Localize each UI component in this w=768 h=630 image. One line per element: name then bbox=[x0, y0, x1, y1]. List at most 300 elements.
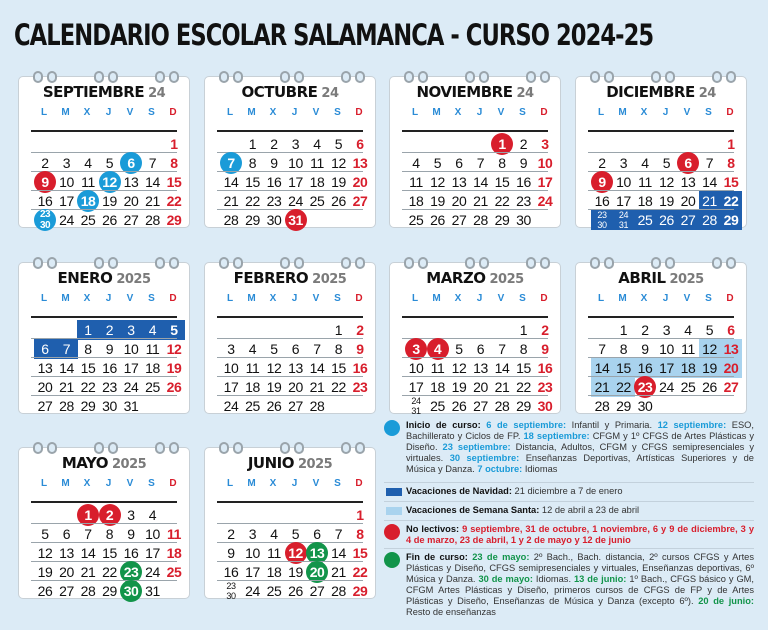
day-cell: 9 bbox=[641, 341, 649, 357]
month-title bbox=[205, 83, 375, 105]
day-cell: 24 bbox=[245, 583, 260, 599]
weekday-label: S bbox=[334, 478, 341, 489]
binder-ring-icon bbox=[604, 71, 614, 83]
day-cell: 3 bbox=[662, 322, 671, 338]
day-cell: 8 bbox=[356, 526, 364, 542]
day-cell: 29 bbox=[102, 583, 117, 599]
binder-ring-icon bbox=[169, 442, 179, 454]
day-cell: 4 bbox=[142, 320, 164, 340]
binder-ring-icon bbox=[726, 71, 736, 83]
day-cell: 1 bbox=[727, 136, 735, 152]
binder-ring-icon bbox=[404, 71, 414, 83]
day-cell: 13 bbox=[352, 155, 368, 171]
no-lectivo-day: 3 bbox=[405, 338, 427, 360]
binder-ring-icon bbox=[651, 257, 661, 269]
month-febrero bbox=[204, 262, 376, 414]
binder-ring-icon bbox=[155, 257, 165, 269]
day-cell: 5 bbox=[105, 155, 114, 171]
day-cell: 11 bbox=[245, 360, 260, 376]
header-rule bbox=[588, 130, 734, 132]
month-name: OCTUBRE bbox=[241, 83, 318, 101]
legend-divider bbox=[384, 482, 754, 483]
day-cell: 22 bbox=[102, 564, 117, 580]
weekday-label: J bbox=[476, 293, 483, 304]
weekday-label: D bbox=[169, 478, 177, 489]
month-marzo bbox=[389, 262, 561, 414]
day-cell: 28 bbox=[699, 210, 721, 230]
legend-inicio-text: Inicio de curso: 6 de septiembre: Infantil y Primaria. 12 septiembre: ESO, Bachillerato y Ciclos de FP. 18 septiembre: CFGM y 1º CFGS de Artes Plásticas y Diseño. 23 septiembre: Distancia, Adultos, CFGM y CFGS semipresenciales y virtuales. 30 septiembre: Enseñanzas Deportivas, Artísticas Superiores y de Música y Danza. 7 octubre: Idiomas bbox=[406, 420, 755, 474]
day-cell: 6 bbox=[291, 341, 300, 357]
weekday-label: J bbox=[291, 293, 298, 304]
day-cell: 9 bbox=[105, 341, 114, 357]
month-year: 24 bbox=[698, 86, 716, 101]
day-cell: 3 bbox=[619, 155, 628, 171]
day-cell: 19 bbox=[266, 379, 282, 395]
weekday-label: V bbox=[312, 478, 320, 489]
day-cell: 15 bbox=[613, 358, 635, 378]
day-cell: 25 bbox=[680, 379, 696, 395]
month-title bbox=[205, 269, 375, 291]
day-cell: 4 bbox=[313, 136, 321, 152]
weekday-label: S bbox=[519, 293, 526, 304]
day-cell: 7 bbox=[705, 155, 714, 171]
binder-ring-icon bbox=[94, 257, 104, 269]
weekday-label: D bbox=[355, 293, 363, 304]
day-cell: 29 bbox=[720, 210, 742, 230]
day-cell: 4 bbox=[148, 507, 157, 523]
day-cell: 17 bbox=[123, 360, 139, 376]
day-cell: 27 bbox=[723, 379, 739, 395]
day-cell: 22 bbox=[494, 193, 510, 209]
day-cell: 18 bbox=[166, 545, 182, 561]
day-cell: 2 bbox=[641, 322, 649, 338]
binder-ring-icon bbox=[219, 257, 229, 269]
day-cell: 26 bbox=[102, 212, 117, 228]
weekday-label: J bbox=[105, 107, 112, 118]
day-cell: 15 bbox=[166, 174, 182, 190]
month-title bbox=[390, 83, 560, 105]
day-cell: 28 bbox=[309, 398, 325, 414]
day-cell: 26 bbox=[331, 193, 346, 209]
day-cell: 9 bbox=[519, 155, 528, 171]
day-cell: 3 bbox=[62, 155, 71, 171]
binder-ring-icon bbox=[294, 257, 304, 269]
day-cell: 12 bbox=[266, 360, 282, 376]
day-cell: 16 bbox=[223, 564, 239, 580]
binder-ring-icon bbox=[219, 71, 229, 83]
day-cell: 21 bbox=[80, 564, 96, 580]
weekday-label: M bbox=[247, 293, 256, 304]
binder-ring-icon bbox=[108, 71, 118, 83]
binder-ring-icon bbox=[604, 257, 614, 269]
day-cell: 23 bbox=[537, 379, 553, 395]
inicio-curso-day: 12 bbox=[99, 171, 121, 193]
binder-ring-icon bbox=[418, 71, 428, 83]
weekday-label: L bbox=[40, 478, 48, 489]
weekday-label: J bbox=[105, 478, 112, 489]
day-cell: 4 bbox=[270, 526, 278, 542]
day-cell: 3 bbox=[127, 507, 135, 523]
binder-ring-icon bbox=[33, 442, 43, 454]
day-cell: 2 bbox=[356, 322, 364, 338]
day-cell: 21 bbox=[145, 193, 160, 209]
month-diciembre bbox=[575, 76, 747, 228]
binder-ring-icon bbox=[33, 257, 43, 269]
weekday-label: D bbox=[540, 293, 548, 304]
day-cell: 29 bbox=[166, 212, 182, 228]
day-cell: 22 bbox=[331, 379, 346, 395]
day-cell: 26 bbox=[288, 583, 303, 599]
day-cell: 17 bbox=[223, 379, 239, 395]
day-cell: 24 31 bbox=[411, 396, 421, 416]
day-cell: 24 bbox=[123, 379, 139, 395]
day-cell: 29 bbox=[245, 212, 260, 228]
month-name: MAYO bbox=[61, 454, 108, 472]
binder-ring-icon bbox=[341, 442, 351, 454]
day-cell: 30 bbox=[516, 212, 531, 228]
day-cell: 10 bbox=[223, 360, 239, 376]
day-cell: 28 bbox=[80, 583, 96, 599]
weekday-label: J bbox=[662, 293, 669, 304]
day-cell: 12 bbox=[451, 360, 467, 376]
binder-ring-icon bbox=[108, 442, 118, 454]
binder-ring-icon bbox=[712, 257, 722, 269]
day-cell: 14 bbox=[223, 174, 239, 190]
month-title bbox=[19, 454, 189, 476]
day-cell: 11 bbox=[145, 341, 160, 357]
day-cell: 6 bbox=[34, 339, 56, 359]
no-lectivo-day: 6 bbox=[677, 152, 699, 174]
day-cell: 6 bbox=[455, 155, 463, 171]
no-lectivo-day: 1 bbox=[77, 504, 99, 526]
day-cell: 11 bbox=[409, 174, 423, 190]
month-octubre bbox=[204, 76, 376, 228]
day-cell: 29 bbox=[616, 398, 631, 414]
day-cell: 28 bbox=[331, 583, 346, 599]
weekday-label: M bbox=[432, 293, 441, 304]
month-name: DICIEMBRE bbox=[606, 83, 695, 101]
day-cell: 3 bbox=[291, 136, 300, 152]
month-name: MARZO bbox=[426, 269, 486, 287]
weekday-label: X bbox=[454, 293, 462, 304]
day-cell: 1 bbox=[248, 136, 257, 152]
day-cell: 20 bbox=[451, 193, 467, 209]
day-cell: 28 bbox=[223, 212, 239, 228]
day-cell: 18 bbox=[309, 174, 325, 190]
day-cell: 13 bbox=[680, 174, 696, 190]
day-cell: 8 bbox=[105, 526, 114, 542]
day-cell: 9 bbox=[541, 341, 549, 357]
header-rule bbox=[588, 316, 734, 318]
day-cell: 29 bbox=[494, 212, 510, 228]
day-cell: 10 bbox=[659, 341, 674, 357]
day-cell: 22 bbox=[245, 193, 260, 209]
day-cell: 11 bbox=[681, 341, 695, 357]
no-lectivo-day: 9 bbox=[34, 171, 56, 193]
green-circle-icon bbox=[384, 552, 400, 568]
day-cell: 12 bbox=[430, 174, 445, 190]
day-cell: 13 bbox=[123, 174, 139, 190]
month-name: JUNIO bbox=[247, 454, 294, 472]
legend-divider bbox=[384, 548, 754, 549]
day-cell: 27 bbox=[123, 212, 139, 228]
day-cell: 19 bbox=[430, 193, 445, 209]
semana-santa-swatch bbox=[386, 507, 402, 515]
weekday-label: X bbox=[269, 107, 277, 118]
day-cell: 28 bbox=[59, 398, 74, 414]
day-cell: 19 bbox=[102, 193, 117, 209]
day-cell: 9 bbox=[356, 341, 364, 357]
weekday-label: M bbox=[61, 478, 70, 489]
month-year: 2025 bbox=[297, 457, 333, 472]
weekday-label: L bbox=[411, 107, 419, 118]
weekday-label: L bbox=[597, 293, 605, 304]
month-title bbox=[19, 269, 189, 291]
day-cell: 14 bbox=[331, 545, 346, 561]
binder-ring-icon bbox=[169, 71, 179, 83]
day-cell: 16 bbox=[266, 174, 282, 190]
day-cell: 15 bbox=[102, 545, 117, 561]
weekday-label: J bbox=[291, 107, 298, 118]
fin-curso-day: 30 bbox=[120, 580, 142, 602]
day-cell: 26 bbox=[656, 210, 678, 230]
day-cell: 13 bbox=[720, 339, 742, 359]
day-cell: 21 bbox=[309, 379, 325, 395]
weekday-label: S bbox=[148, 478, 155, 489]
month-junio bbox=[204, 447, 376, 599]
weekday-label: L bbox=[226, 478, 234, 489]
day-cell: 13 bbox=[37, 360, 53, 376]
day-cell: 27 bbox=[288, 398, 303, 414]
weekday-label: J bbox=[662, 107, 669, 118]
binder-ring-icon bbox=[341, 257, 351, 269]
month-title bbox=[576, 269, 746, 291]
day-cell: 28 bbox=[145, 212, 160, 228]
day-cell: 18 bbox=[145, 360, 160, 376]
day-cell: 4 bbox=[641, 155, 649, 171]
fin-curso-day: 20 bbox=[306, 561, 328, 583]
binder-ring-icon bbox=[590, 71, 600, 83]
binder-ring-icon bbox=[280, 71, 290, 83]
binder-ring-icon bbox=[155, 442, 165, 454]
binder-ring-icon bbox=[355, 442, 365, 454]
month-year: 24 bbox=[321, 86, 339, 101]
day-cell: 21 bbox=[331, 564, 346, 580]
day-cell: 19 bbox=[699, 358, 721, 378]
month-name: SEPTIEMBRE bbox=[42, 83, 145, 101]
header-rule bbox=[31, 316, 177, 318]
day-cell: 24 bbox=[288, 193, 303, 209]
day-cell: 21 bbox=[223, 193, 239, 209]
day-cell: 27 bbox=[451, 212, 467, 228]
day-cell: 15 bbox=[494, 174, 510, 190]
day-cell: 11 bbox=[267, 545, 281, 561]
day-cell: 5 bbox=[41, 526, 49, 542]
day-cell: 20 bbox=[680, 193, 696, 209]
weekday-label: X bbox=[454, 107, 462, 118]
inicio-curso-day: 18 bbox=[77, 190, 99, 212]
binder-ring-icon bbox=[479, 257, 489, 269]
day-cell: 3 bbox=[227, 341, 235, 357]
day-cell: 7 bbox=[334, 526, 343, 542]
binder-ring-icon bbox=[108, 257, 118, 269]
binder-ring-icon bbox=[280, 257, 290, 269]
day-cell: 18 bbox=[408, 193, 424, 209]
no-lectivo-day: 1 bbox=[491, 133, 513, 155]
day-cell: 12 bbox=[699, 339, 721, 359]
day-cell: 15 bbox=[516, 360, 531, 376]
inicio-curso-day: 23 30 bbox=[34, 209, 56, 231]
no-lectivo-day: 9 bbox=[591, 171, 613, 193]
binder-ring-icon bbox=[465, 71, 475, 83]
day-cell: 7 bbox=[313, 341, 321, 357]
weekday-label: L bbox=[40, 293, 48, 304]
day-cell: 25 bbox=[634, 210, 656, 230]
day-cell: 17 bbox=[59, 193, 74, 209]
day-cell: 14 bbox=[702, 174, 717, 190]
day-cell: 3 bbox=[120, 320, 142, 340]
day-cell: 5 bbox=[270, 341, 278, 357]
day-cell: 28 bbox=[594, 398, 610, 414]
day-cell: 23 30 bbox=[226, 581, 236, 601]
fin-curso-day: 13 bbox=[306, 542, 328, 564]
day-cell: 13 bbox=[451, 174, 467, 190]
day-cell: 8 bbox=[619, 341, 628, 357]
binder-ring-icon bbox=[355, 257, 365, 269]
day-cell: 20 bbox=[288, 379, 303, 395]
day-cell: 12 bbox=[659, 174, 674, 190]
binder-ring-icon bbox=[280, 442, 290, 454]
day-cell: 16 bbox=[594, 193, 610, 209]
weekday-label: X bbox=[269, 478, 277, 489]
day-cell: 1 bbox=[519, 322, 528, 338]
weekday-label: X bbox=[83, 107, 91, 118]
day-cell: 19 bbox=[659, 193, 674, 209]
weekday-label: V bbox=[126, 293, 134, 304]
weekday-label: V bbox=[497, 293, 505, 304]
day-cell: 14 bbox=[80, 545, 96, 561]
day-cell: 21 bbox=[494, 379, 510, 395]
header-rule bbox=[217, 316, 363, 318]
day-cell: 20 bbox=[59, 564, 74, 580]
weekday-label: S bbox=[148, 293, 155, 304]
day-cell: 5 bbox=[705, 322, 714, 338]
header-rule bbox=[402, 316, 548, 318]
day-cell: 20 bbox=[352, 174, 368, 190]
day-cell: 14 bbox=[591, 358, 613, 378]
day-cell: 30 bbox=[537, 398, 553, 414]
day-cell: 24 bbox=[659, 379, 674, 395]
day-cell: 10 bbox=[408, 360, 424, 376]
day-cell: 18 bbox=[266, 564, 282, 580]
day-cell: 11 bbox=[310, 155, 324, 171]
month-title bbox=[390, 269, 560, 291]
weekday-label: S bbox=[334, 293, 341, 304]
day-cell: 14 bbox=[473, 174, 488, 190]
weekday-label: V bbox=[126, 478, 134, 489]
weekday-label: D bbox=[355, 107, 363, 118]
month-year: 2025 bbox=[112, 457, 147, 472]
day-cell: 2 bbox=[598, 155, 606, 171]
weekday-label: J bbox=[105, 293, 112, 304]
month-name: ABRIL bbox=[618, 269, 666, 287]
weekday-label: M bbox=[247, 107, 256, 118]
header-rule bbox=[31, 130, 177, 132]
day-cell: 11 bbox=[430, 360, 445, 376]
binder-ring-icon bbox=[233, 257, 243, 269]
legend bbox=[382, 420, 754, 616]
header-rule bbox=[217, 501, 363, 503]
day-cell: 8 bbox=[84, 341, 92, 357]
day-cell: 19 bbox=[451, 379, 467, 395]
binder-ring-icon bbox=[47, 442, 57, 454]
weekday-label: L bbox=[597, 107, 605, 118]
day-cell: 11 bbox=[167, 526, 181, 542]
day-cell: 8 bbox=[498, 155, 506, 171]
month-abril bbox=[575, 262, 747, 414]
weekday-label: X bbox=[640, 293, 648, 304]
month-year: 2025 bbox=[312, 272, 347, 287]
day-cell: 4 bbox=[684, 322, 692, 338]
weekday-label: M bbox=[618, 293, 627, 304]
header-rule bbox=[31, 501, 177, 503]
weekday-label: D bbox=[540, 107, 548, 118]
binder-ring-icon bbox=[665, 257, 675, 269]
binder-ring-icon bbox=[219, 442, 229, 454]
weekday-label: L bbox=[226, 293, 234, 304]
red-circle-icon bbox=[384, 524, 400, 540]
day-cell: 1 bbox=[619, 322, 628, 338]
day-cell: 12 bbox=[166, 341, 182, 357]
day-cell: 7 bbox=[598, 341, 606, 357]
fin-curso-day: 23 bbox=[120, 561, 142, 583]
no-lectivo-day: 2 bbox=[99, 504, 121, 526]
binder-ring-icon bbox=[155, 71, 165, 83]
day-cell: 13 bbox=[473, 360, 488, 376]
day-cell: 24 bbox=[223, 398, 239, 414]
day-cell: 24 bbox=[537, 193, 553, 209]
day-cell: 6 bbox=[313, 526, 321, 542]
day-cell: 24 bbox=[145, 564, 160, 580]
day-cell: 2 bbox=[41, 155, 49, 171]
weekday-label: S bbox=[705, 107, 712, 118]
binder-ring-icon bbox=[526, 71, 536, 83]
day-cell: 15 bbox=[80, 360, 96, 376]
day-cell: 29 bbox=[80, 398, 96, 414]
day-cell: 24 bbox=[59, 212, 74, 228]
day-cell: 20 bbox=[123, 193, 139, 209]
day-cell: 30 bbox=[266, 212, 282, 228]
day-cell: 27 bbox=[309, 583, 325, 599]
day-cell: 25 bbox=[309, 193, 325, 209]
binder-ring-icon bbox=[294, 71, 304, 83]
weekday-label: J bbox=[476, 107, 483, 118]
no-lectivo-day: 23 bbox=[634, 376, 656, 398]
weekday-label: V bbox=[683, 293, 691, 304]
day-cell: 6 bbox=[62, 526, 71, 542]
weekday-label: M bbox=[61, 107, 70, 118]
day-cell: 17 bbox=[656, 358, 678, 378]
weekday-label: D bbox=[726, 107, 734, 118]
day-cell: 11 bbox=[81, 174, 95, 190]
day-cell: 17 bbox=[245, 564, 260, 580]
weekday-label: L bbox=[411, 293, 419, 304]
month-year: 24 bbox=[148, 86, 166, 101]
binder-ring-icon bbox=[404, 257, 414, 269]
day-cell: 8 bbox=[727, 155, 735, 171]
binder-ring-icon bbox=[540, 257, 550, 269]
day-cell: 10 bbox=[123, 341, 139, 357]
